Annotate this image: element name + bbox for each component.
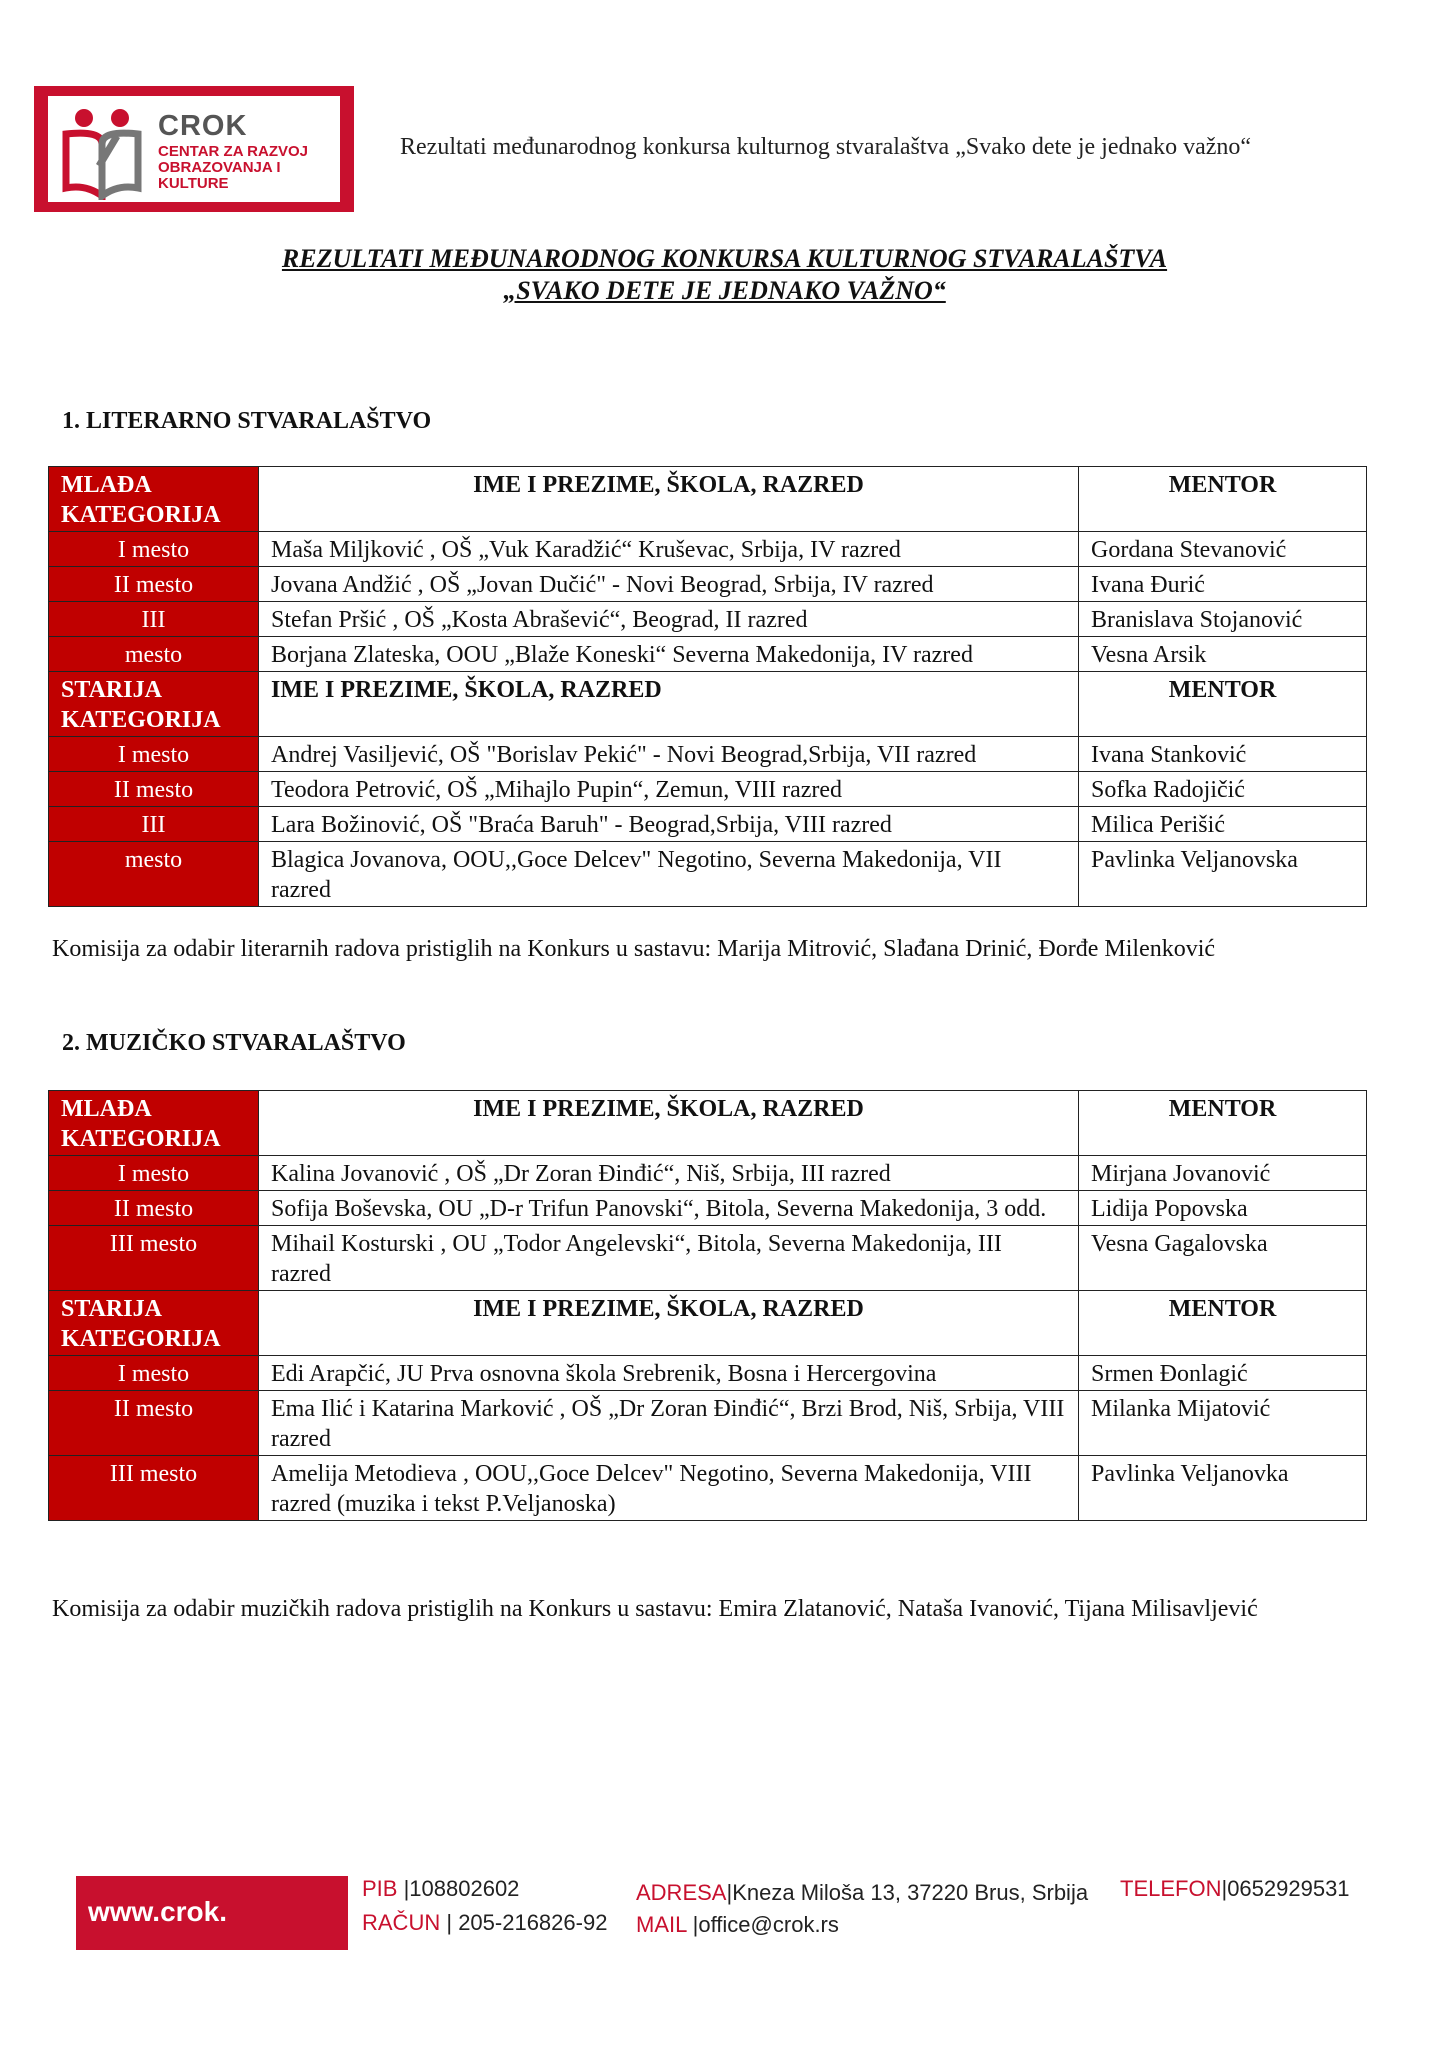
table-row: II mesto Jovana Andžić , OŠ „Jovan Dučić" - Novi Beograd, Srbija, IV razred Ivana Đurić — [49, 567, 1367, 602]
table-header-row — [49, 1291, 1367, 1356]
footer-mail: MAIL |office@crok.rs — [636, 1912, 839, 1937]
crok-emblem-icon — [56, 104, 152, 200]
page-subtitle: „SVAKO DETE JE JEDNAKO VAŽNO“ — [503, 276, 946, 305]
footer-website[interactable]: www.crok. — [88, 1896, 228, 1927]
footer-racun: RAČUN | 205-216826-92 — [362, 1910, 608, 1935]
section-heading-literary: 1. LITERARNO STVARALAŠTVO — [62, 408, 432, 434]
table-row: III Stefan Pršić , OŠ „Kosta Abrašević“, Beograd, II razred Branislava Stojanović — [49, 602, 1367, 637]
table-row: III mesto Mihail Kosturski , OU „Todor Angelevski“, Bitola, Severna Makedonija, III razred Vesna Gagalovska — [49, 1226, 1367, 1291]
header-caption: Rezultati međunarodnog konkursa kulturnog stvaralaštva „Svako dete je jednako važno“ — [400, 134, 1252, 160]
table-row: II mesto Ema Ilić i Katarina Marković , OŠ „Dr Zoran Đinđić“, Brzi Brod, Niš, Srbija, VIII razred Milanka Mijatović — [49, 1391, 1367, 1456]
name-column-header: IME I PREZIME, ŠKOLA, RAZRED — [259, 1091, 1079, 1156]
footer-website-banner — [76, 1876, 348, 1950]
mentor-column-header: MENTOR — [1079, 672, 1367, 737]
mentor-column-header: MENTOR — [1079, 1091, 1367, 1156]
crok-logo — [34, 86, 354, 212]
music-results-table — [48, 1090, 1367, 1521]
category-younger: MLAĐA KATEGORIJA — [49, 467, 259, 532]
table-header-row — [49, 467, 1367, 532]
table-row: III mesto Amelija Metodieva , OOU,,Goce Delcev" Negotino, Severna Makedonija, VIII razred (muzika i tekst P.Veljanoska) Pavlinka Veljanovka — [49, 1456, 1367, 1521]
literary-results-table — [48, 466, 1367, 907]
table-row: mesto Blagica Jovanova, OOU,,Goce Delcev" Negotino, Severna Makedonija, VII razred Pavlinka Veljanovska — [49, 842, 1367, 907]
page-title: REZULTATI MEĐUNARODNOG KONKURSA KULTURNOG STVARALAŠTVA — [281, 244, 1168, 273]
table-row: mesto Borjana Zlateska, OOU „Blaže Koneski“ Severna Makedonija, IV razred Vesna Arsik — [49, 637, 1367, 672]
category-older: STARIJA KATEGORIJA — [49, 672, 259, 737]
table-header-row — [49, 672, 1367, 737]
table-row: I mesto Edi Arapčić, JU Prva osnovna škola Srebrenik, Bosna i Hercergovina Srmen Đonlagić — [49, 1356, 1367, 1391]
music-committee-note: Komisija za odabir muzičkih radova pristiglih na Konkurs u sastavu: Emira Zlatanović, Nataša Ivanović, Tijana Milisavljević — [52, 1596, 1258, 1622]
table-row: I mesto Andrej Vasiljević, OŠ "Borislav Pekić" - Novi Beograd,Srbija, VII razred Ivana Stanković — [49, 737, 1367, 772]
table-row: II mesto Sofija Boševska, OU „D-r Trifun Panovski“, Bitola, Severna Makedonija, 3 odd. Lidija Popovska — [49, 1191, 1367, 1226]
mentor-column-header: MENTOR — [1079, 467, 1367, 532]
section-heading-music: 2. MUZIČKO STVARALAŠTVO — [62, 1030, 406, 1056]
table-header-row — [49, 1091, 1367, 1156]
name-column-header: IME I PREZIME, ŠKOLA, RAZRED — [259, 672, 1079, 737]
name-column-header: IME I PREZIME, ŠKOLA, RAZRED — [259, 467, 1079, 532]
footer-pib: PIB |108802602 — [362, 1876, 520, 1901]
name-column-header: IME I PREZIME, ŠKOLA, RAZRED — [259, 1291, 1079, 1356]
table-row: I mesto Maša Miljković , OŠ „Vuk Karadžić“ Kruševac, Srbija, IV razred Gordana Stevanović — [49, 532, 1367, 567]
logo-subtitle: CENTAR ZA RAZVOJ OBRAZOVANJA I KULTURE — [158, 143, 308, 192]
table-row: II mesto Teodora Petrović, OŠ „Mihajlo Pupin“, Zemun, VIII razred Sofka Radojičić — [49, 772, 1367, 807]
literary-committee-note: Komisija za odabir literarnih radova pristiglih na Konkurs u sastavu: Marija Mitrović, Slađana Drinić, Đorđe Milenković — [52, 936, 1216, 962]
footer-telefon: TELEFON|0652929531 — [1120, 1876, 1350, 1901]
table-row: I mesto Kalina Jovanović , OŠ „Dr Zoran Đinđić“, Niš, Srbija, III razred Mirjana Jovanović — [49, 1156, 1367, 1191]
category-older: STARIJA KATEGORIJA — [49, 1291, 259, 1356]
footer-mail-link[interactable]: office@crok.rs — [698, 1912, 839, 1937]
category-younger: MLAĐA KATEGORIJA — [49, 1091, 259, 1156]
table-row: III Lara Božinović, OŠ "Braća Baruh" - Beograd,Srbija, VIII razred Milica Perišić — [49, 807, 1367, 842]
mentor-column-header: MENTOR — [1079, 1291, 1367, 1356]
logo-brand: CROK — [158, 110, 248, 142]
footer-adresa: ADRESA|Kneza Miloša 13, 37220 Brus, Srbija — [636, 1880, 1089, 1905]
